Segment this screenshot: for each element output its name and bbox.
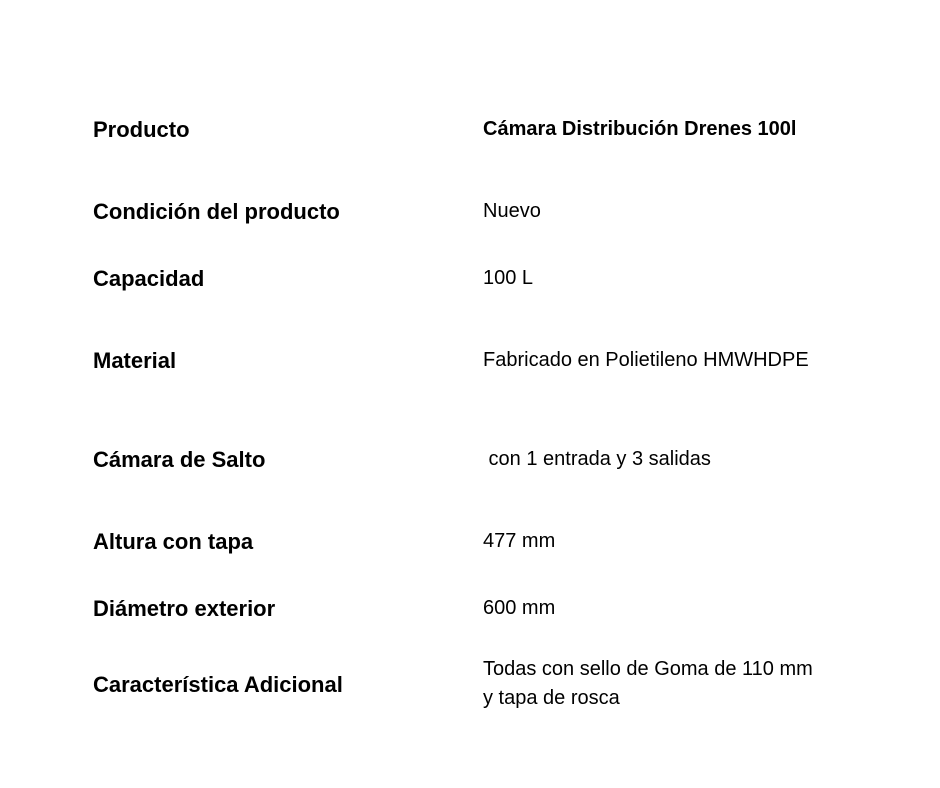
spec-value: 100 L (483, 267, 534, 289)
spec-label: Altura con tapa (93, 529, 254, 554)
spec-label: Producto (93, 117, 190, 142)
spec-label: Cámara de Salto (93, 447, 266, 472)
spec-value: 600 mm (483, 597, 556, 619)
spec-value: Nuevo (483, 200, 541, 222)
spec-label: Característica Adicional (93, 672, 343, 697)
spec-label: Condición del producto (93, 199, 340, 224)
spec-value-line-1: Todas con sello de Goma de 110 mm (483, 658, 813, 680)
spec-value-line-2: y tapa de rosca (483, 687, 620, 709)
spec-label: Material (93, 348, 177, 373)
spec-label: Capacidad (93, 266, 205, 291)
spec-label: Diámetro exterior (93, 596, 276, 621)
spec-value: con 1 entrada y 3 salidas (483, 448, 711, 470)
spec-value: Fabricado en Polietileno HMWHDPE (483, 349, 809, 371)
spec-value: Cámara Distribución Drenes 100l (483, 118, 797, 140)
spec-value: 477 mm (483, 530, 556, 552)
